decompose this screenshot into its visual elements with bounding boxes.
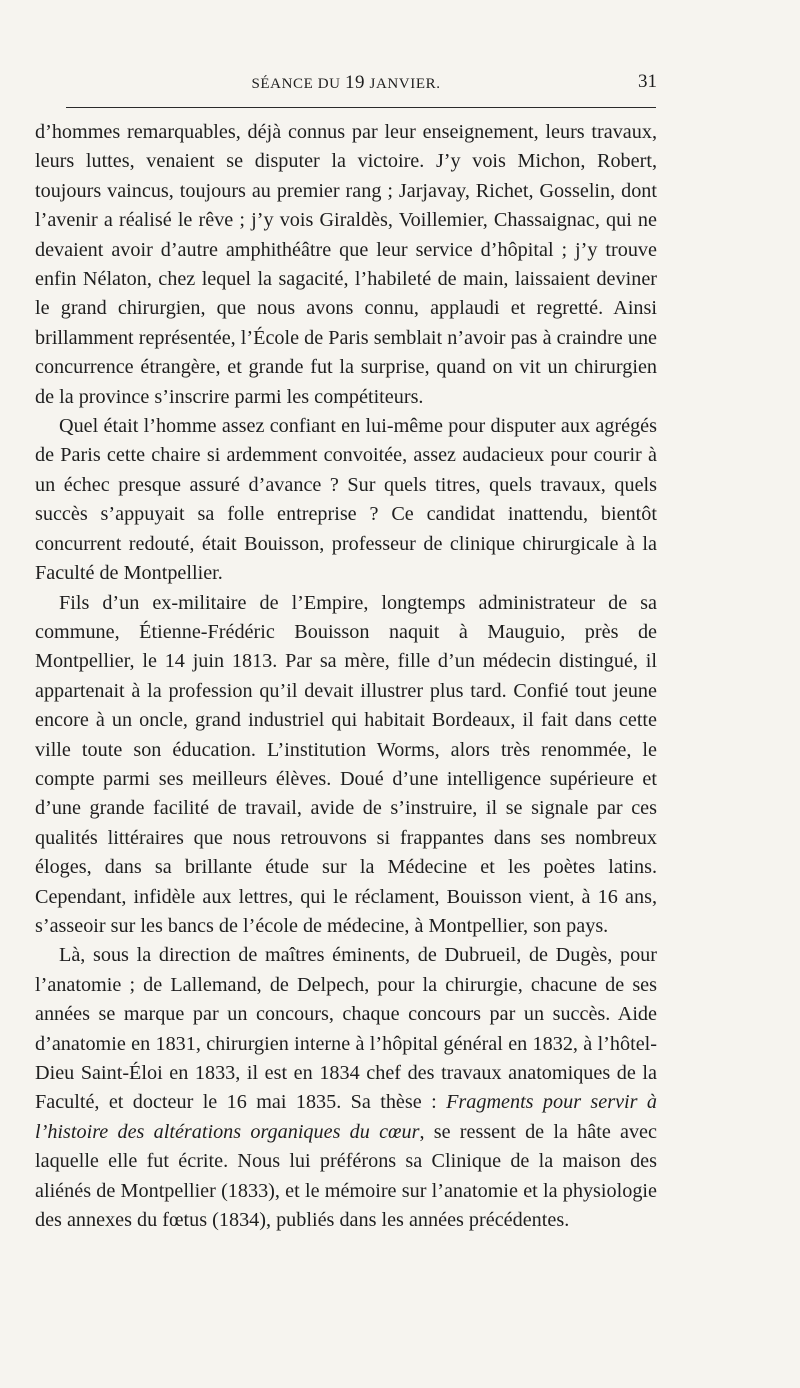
running-title-post: JANVIER.: [365, 76, 441, 92]
paragraph-3: Fils d’un ex-militaire de l’Empire, longtemps administrateur de sa commune, Étienne-Frédéric Bouisson naquit à Mauguio, près de Montpellier, le 14 juin 1813. Par sa mère, fille d’un médecin distingué, il appartenait à la profession qu’il devait illustrer plus tard. Confié tout jeune encore à un oncle, grand industriel qui habitait Bordeaux, il fait dans cette ville toute son éducation. L’institution Worms, alors très renommée, le compte parmi ses meilleurs élèves. Doué d’une intelligence supérieure et d’une grande facilité de travail, avide de s’instruire, il se signale par ces qualités littéraires que nous retrouvons si frappantes dans ses nombreux éloges, dans sa brillante étude sur la Médecine et les poètes latins. Cependant, infidèle aux lettres, qui le réclament, Bouisson vient, à 16 ans, s’asseoir sur les bancs de l’école de médecine, à Montpellier, son pays.: [35, 591, 657, 937]
running-title: [35, 72, 657, 94]
header-rule: [66, 107, 656, 108]
paragraph-4: [35, 941, 657, 1235]
paragraph-1: d’hommes remarquables, déjà connus par leur enseignement, leurs travaux, leurs luttes, venaient se disputer la victoire. J’y vois Michon, Robert, toujours vaincus, toujours au premier rang ; Jarjavay, Richet, Gosselin, dont l’avenir a réalisé le rêve ; j’y vois Giraldès, Voillemier, Chassaignac, qui ne devaient avoir d’autre amphithéâtre que leur service d’hôpital ; j’y trouve enfin Nélaton, chez lequel la sagacité, l’habileté de main, laissaient deviner le grand chirurgien, que nous avons connu, applaudi et regretté. Ainsi brillamment représentée, l’École de Paris semblait n’avoir pas à craindre une concurrence étrangère, et grande fut la surprise, quand on vit un chirurgien de la province s’inscrire parmi les compétiteurs.: [35, 121, 657, 408]
thesis-title: Fragments pour servir à l’histoire des altérations organiques du cœur: [35, 1091, 657, 1143]
paragraph-4-text-before: Là, sous la direction de maîtres éminents, de Dubrueil, de Dugès, pour l’anatomie ; de Lallemand, de Delpech, pour la chirurgie, chacune de ses années se marque par un concours, chaque concours par un succès. Aide d’anatomie en 1831, chirurgien interne à l’hôpital général en 1832, à l’hôtel-Dieu Saint-Éloi en 1833, il est en 1834 chef des travaux anatomiques de la Faculté, et docteur le 16 mai 1835. Sa thèse :: [35, 944, 657, 1114]
page-number: 31: [638, 71, 657, 92]
body-text: [35, 118, 657, 1235]
paragraph-4-text-after: , se ressent de la hâte avec laquelle elle fut écrite. Nous lui préférons sa Clinique de la maison des aliénés de Montpellier (1833), et le mémoire sur l’anatomie et la physiologie des annexes du fœtus (1834), publiés dans les années précédentes.: [35, 1120, 657, 1232]
paragraph-2: Quel était l’homme assez confiant en lui-même pour disputer aux agrégés de Paris cette chaire si ardemment convoitée, assez audacieux pour courir à un échec presque assuré d’avance ? Sur quels titres, quels travaux, quels succès s’appuyait sa folle entreprise ? Ce candidat inattendu, bientôt concurrent redouté, était Bouisson, professeur de clinique chirurgicale à la Faculté de Montpellier.: [35, 415, 657, 585]
running-title-pre: SÉANCE DU: [251, 76, 345, 92]
page-header: [35, 72, 657, 100]
running-title-day: 19: [344, 72, 366, 93]
